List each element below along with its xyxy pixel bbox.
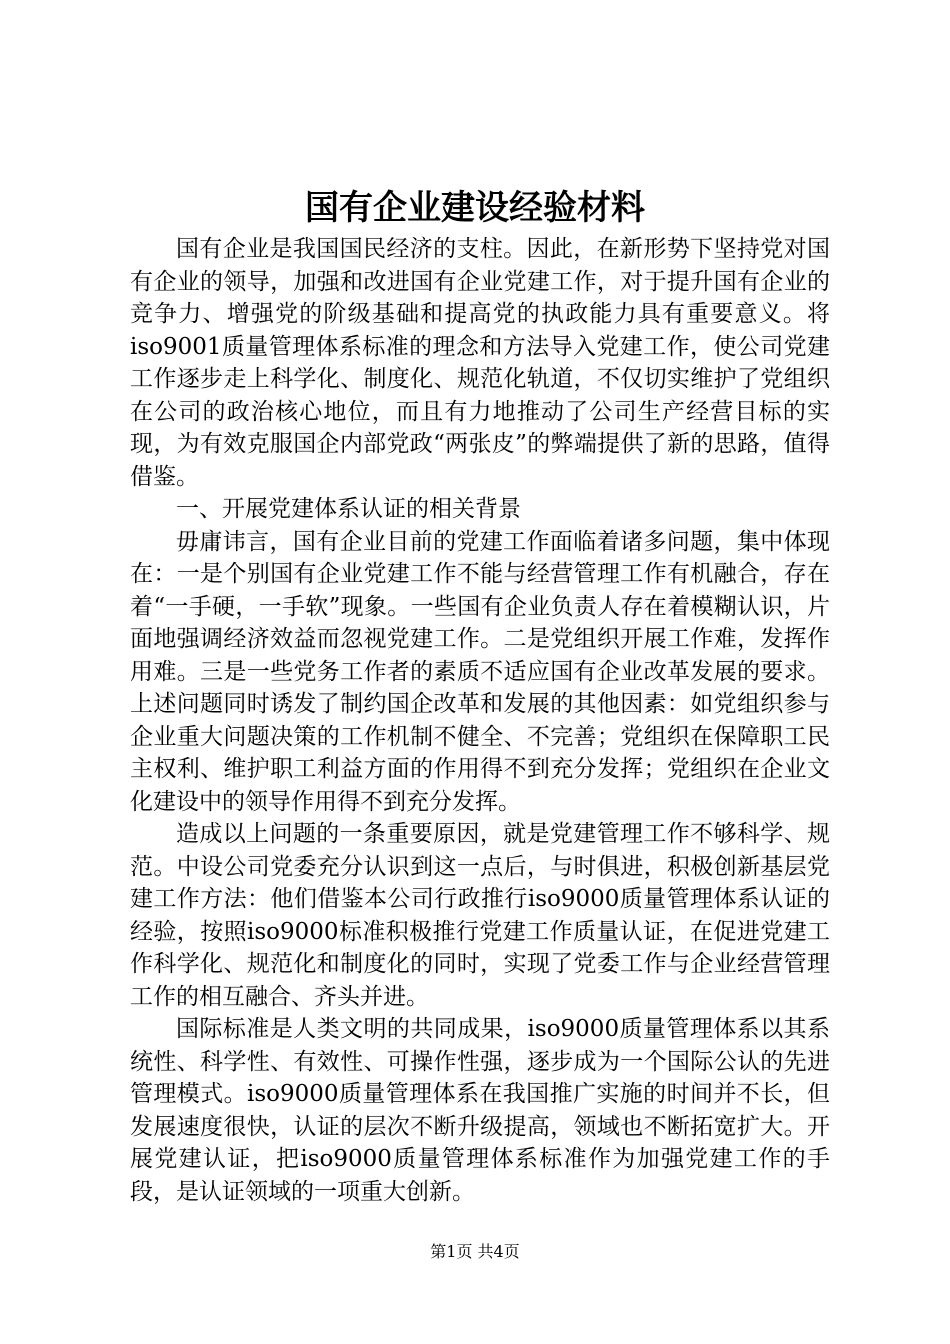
paragraph-problems: 毋庸讳言，国有企业目前的党建工作面临着诸多问题，集中体现在：一是个别国有企业党建工作不能与经营管理工作有机融合，存在着“一手硬，一手软”现象。一些国有企业负责人存在着模糊认识，片面地强调经济效益而忽视党建工作。二是党组织开展工作难，发挥作用难。三是一些党务工作者的素质不适应国有企业改革发展的要求。上述问题同时诱发了制约国企改革和发展的其他因素：如党组织参与企业重大问题决策的工作机制不健全、不完善；党组织在保障职工民主权利、维护职工利益方面的作用得不到充分发挥；党组织在企业文化建设中的领导作用得不到充分发挥。 [130, 528, 830, 815]
section-heading-1: 一、开展党建体系认证的相关背景 [176, 496, 521, 522]
document-title: 国有企业建设经验材料 [305, 188, 645, 228]
paragraph-causes: 造成以上问题的一条重要原因，就是党建管理工作不够科学、规范。中设公司党委充分认识到这一点后，与时俱进，积极创新基层党建工作方法：他们借鉴本公司行政推行iso9000质量管理体系认证的经验，按照iso9000标准积极推行党建工作质量认证，在促进党建工作科学化、规范化和制度化的同时，实现了党委工作与企业经营管理工作的相互融合、齐头并进。 [130, 821, 830, 1010]
paragraph-standards: 国际标准是人类文明的共同成果，iso9000质量管理体系以其系统性、科学性、有效性、可操作性强，逐步成为一个国际公认的先进管理模式。iso9000质量管理体系在我国推广实施的时间并不长，但发展速度很快，认证的层次不断升级提高，领域也不断拓宽扩大。开展党建认证，把iso9000质量管理体系标准作为加强党建工作的手段，是认证领域的一项重大创新。 [130, 1016, 830, 1205]
page-footer: 第1页 共4页 [430, 1242, 520, 1261]
document-body [130, 233, 830, 1208]
paragraph-intro: 国有企业是我国国民经济的支柱。因此，在新形势下坚持党对国有企业的领导，加强和改进国有企业党建工作，对于提升国有企业的竞争力、增强党的阶级基础和提高党的执政能力具有重要意义。将iso9001质量管理体系标准的理念和方法导入党建工作，使公司党建工作逐步走上科学化、制度化、规范化轨道，不仅切实维护了党组织在公司的政治核心地位，而且有力地推动了公司生产经营目标的实现，为有效克服国企内部党政“两张皮”的弊端提供了新的思路，值得借鉴。 [130, 236, 830, 490]
